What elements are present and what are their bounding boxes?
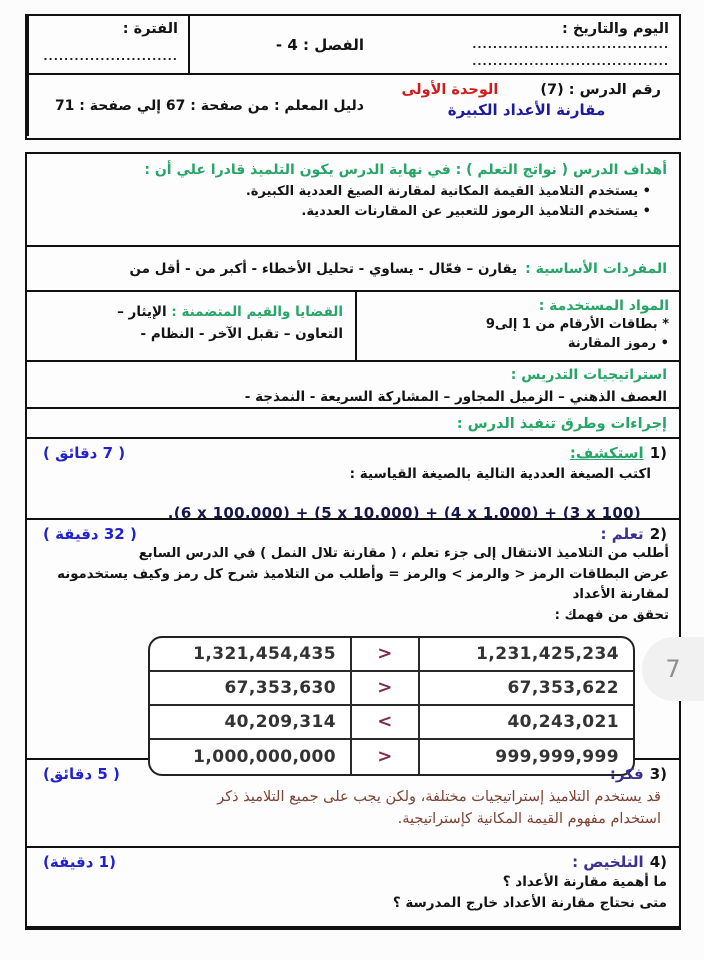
header-row-2	[27, 75, 679, 136]
think-title: فكر:	[609, 765, 644, 783]
comparison-row	[150, 638, 633, 672]
summary-duration: (1 دقيقة)	[43, 853, 116, 871]
values-issues-text: الإيثار – التعاون – تقبل الآخر - النظام -	[117, 304, 343, 342]
materials-label: المواد المستخدمة :	[538, 298, 669, 314]
right-number: 1,231,425,234	[476, 643, 619, 664]
period-cell	[27, 16, 188, 73]
explore-instruction: اكتب الصيغة العددية التالية بالصيغة القياسية :	[349, 466, 651, 482]
date-cell	[374, 16, 679, 73]
objectives-section	[27, 154, 679, 247]
header-table	[25, 14, 681, 140]
learn-instruction-line: تحقق من فهمك :	[554, 607, 669, 623]
comparison-symbol: >	[350, 672, 420, 704]
section-summary	[27, 848, 679, 926]
think-duration: ( 5 دقائق)	[43, 765, 120, 783]
teacher-guide-cell	[27, 75, 374, 136]
left-number: 1,000,000,000	[193, 746, 336, 767]
vocabulary-text: يقارن – فعّال - يساوي - تحليل الأخطاء - أكبر من - أقل من	[129, 260, 518, 277]
objectives-title: أهداف الدرس ( نواتج التعلم ) : في نهاية الدرس يكون التلميذ قادرا علي أن :	[144, 162, 667, 178]
learn-title: تعلم :	[600, 525, 644, 543]
page-number: 7	[665, 655, 681, 683]
period-dotted-line: ..........................	[43, 50, 178, 63]
class-label: الفصل : 4 -	[275, 35, 364, 54]
values-issues-label: القضايا والقيم المتضمنة :	[171, 304, 343, 320]
period-label: الفترة :	[122, 21, 178, 37]
strategies-text: العصف الذهني – الزميل المجاور – المشاركة السريعة - النمذجة -	[244, 388, 667, 405]
explore-duration: ( 7 دقائق )	[43, 444, 126, 462]
learn-instruction-line: عرض البطاقات الرمز < والرمز > والرمز = وأطلب من التلاميذ شرح كل رمز وكيف يستخدمونه لمقارنة الأعداد	[57, 566, 669, 602]
date-dotted-line-1: ......................................	[472, 38, 669, 51]
left-number: 40,209,314	[224, 711, 336, 732]
date-label: اليوم والتاريخ :	[562, 21, 669, 37]
learn-duration: ( 32 دقيقة )	[43, 525, 137, 543]
lesson-number: رقم الدرس : (7)	[540, 82, 661, 98]
summary-title: التلخيص :	[572, 853, 644, 871]
section-explore	[27, 439, 679, 520]
right-number: 67,353,622	[507, 677, 619, 698]
lesson-title: مقارنة الأعداد الكبيرة	[447, 101, 606, 119]
materials-item: * بطاقات الأرقام من 1 إلى9	[485, 317, 669, 333]
strategies-section	[27, 362, 679, 409]
summary-number: 4)	[649, 853, 667, 871]
learn-number: 2)	[649, 525, 667, 543]
objective-item: • يستخدم التلاميذ القيمة المكانية لمقارنة الصيغ العددية الكبيرة.	[245, 184, 651, 199]
learn-instruction-line: أطلب من التلاميذ الانتقال إلى جزء تعلم ، ( مقارنة تلال النمل ) في الدرس السابع	[138, 546, 669, 561]
comparison-symbol: >	[350, 638, 420, 670]
right-number: 40,243,021	[507, 711, 619, 732]
right-number: 999,999,999	[495, 746, 619, 767]
procedures-header	[27, 409, 679, 439]
comparison-row	[150, 706, 633, 740]
lesson-body-table	[25, 152, 681, 930]
left-number: 67,353,630	[224, 677, 336, 698]
left-number: 1,321,454,435	[193, 643, 336, 664]
section-think	[27, 760, 679, 848]
comparison-symbol: <	[350, 706, 420, 738]
lesson-info-cell	[374, 75, 679, 136]
teacher-guide-pages: دليل المعلم : من صفحة : 67 إلي صفحة : 71	[54, 97, 364, 114]
header-row-1	[27, 16, 679, 75]
explore-title: استكشف:	[569, 444, 644, 462]
vocabulary-section	[27, 247, 679, 292]
materials-item: • رموز المقارنة	[567, 336, 669, 352]
vocabulary-label: المفردات الأساسية :	[525, 260, 667, 277]
materials-cell	[357, 292, 679, 360]
explore-number: 1)	[649, 444, 667, 462]
section-learn	[27, 520, 679, 768]
class-cell	[188, 16, 374, 73]
think-note: قد يستخدم التلاميذ إستراتيجيات مختلفة، ولكن يجب على جميع التلاميذ ذكر استخدام مفهوم القيمة المكانية كإستراتيجية.	[217, 789, 661, 828]
date-dotted-line-2: ......................................	[472, 54, 669, 68]
comparison-row	[150, 672, 633, 706]
objectives-list	[39, 182, 651, 222]
comparison-symbol: >	[350, 740, 420, 774]
materials-values-row	[27, 292, 679, 362]
expanded-form-expression: .(6 x 100,000) + (5 x 10,000) + (4 x 1,000) + (3 x 100)	[167, 504, 641, 522]
values-issues-cell	[27, 292, 357, 360]
procedures-label: إجراءات وطرق تنفيذ الدرس :	[456, 416, 667, 432]
summary-question: متى نحتاج مقارنة الأعداد خارج المدرسة ؟	[392, 895, 667, 912]
think-number: 3)	[649, 765, 667, 783]
page-number-badge	[642, 637, 704, 701]
strategies-label: استراتيجيات التدريس :	[510, 367, 667, 383]
objective-item: • يستخدم التلاميذ الرموز للتعبير عن المقارنات العددية.	[301, 204, 651, 220]
unit-title: الوحدة الأولى	[401, 82, 499, 98]
number-comparison-table	[148, 636, 635, 776]
summary-question: ما أهمية مقارنة الأعداد ؟	[502, 874, 667, 890]
